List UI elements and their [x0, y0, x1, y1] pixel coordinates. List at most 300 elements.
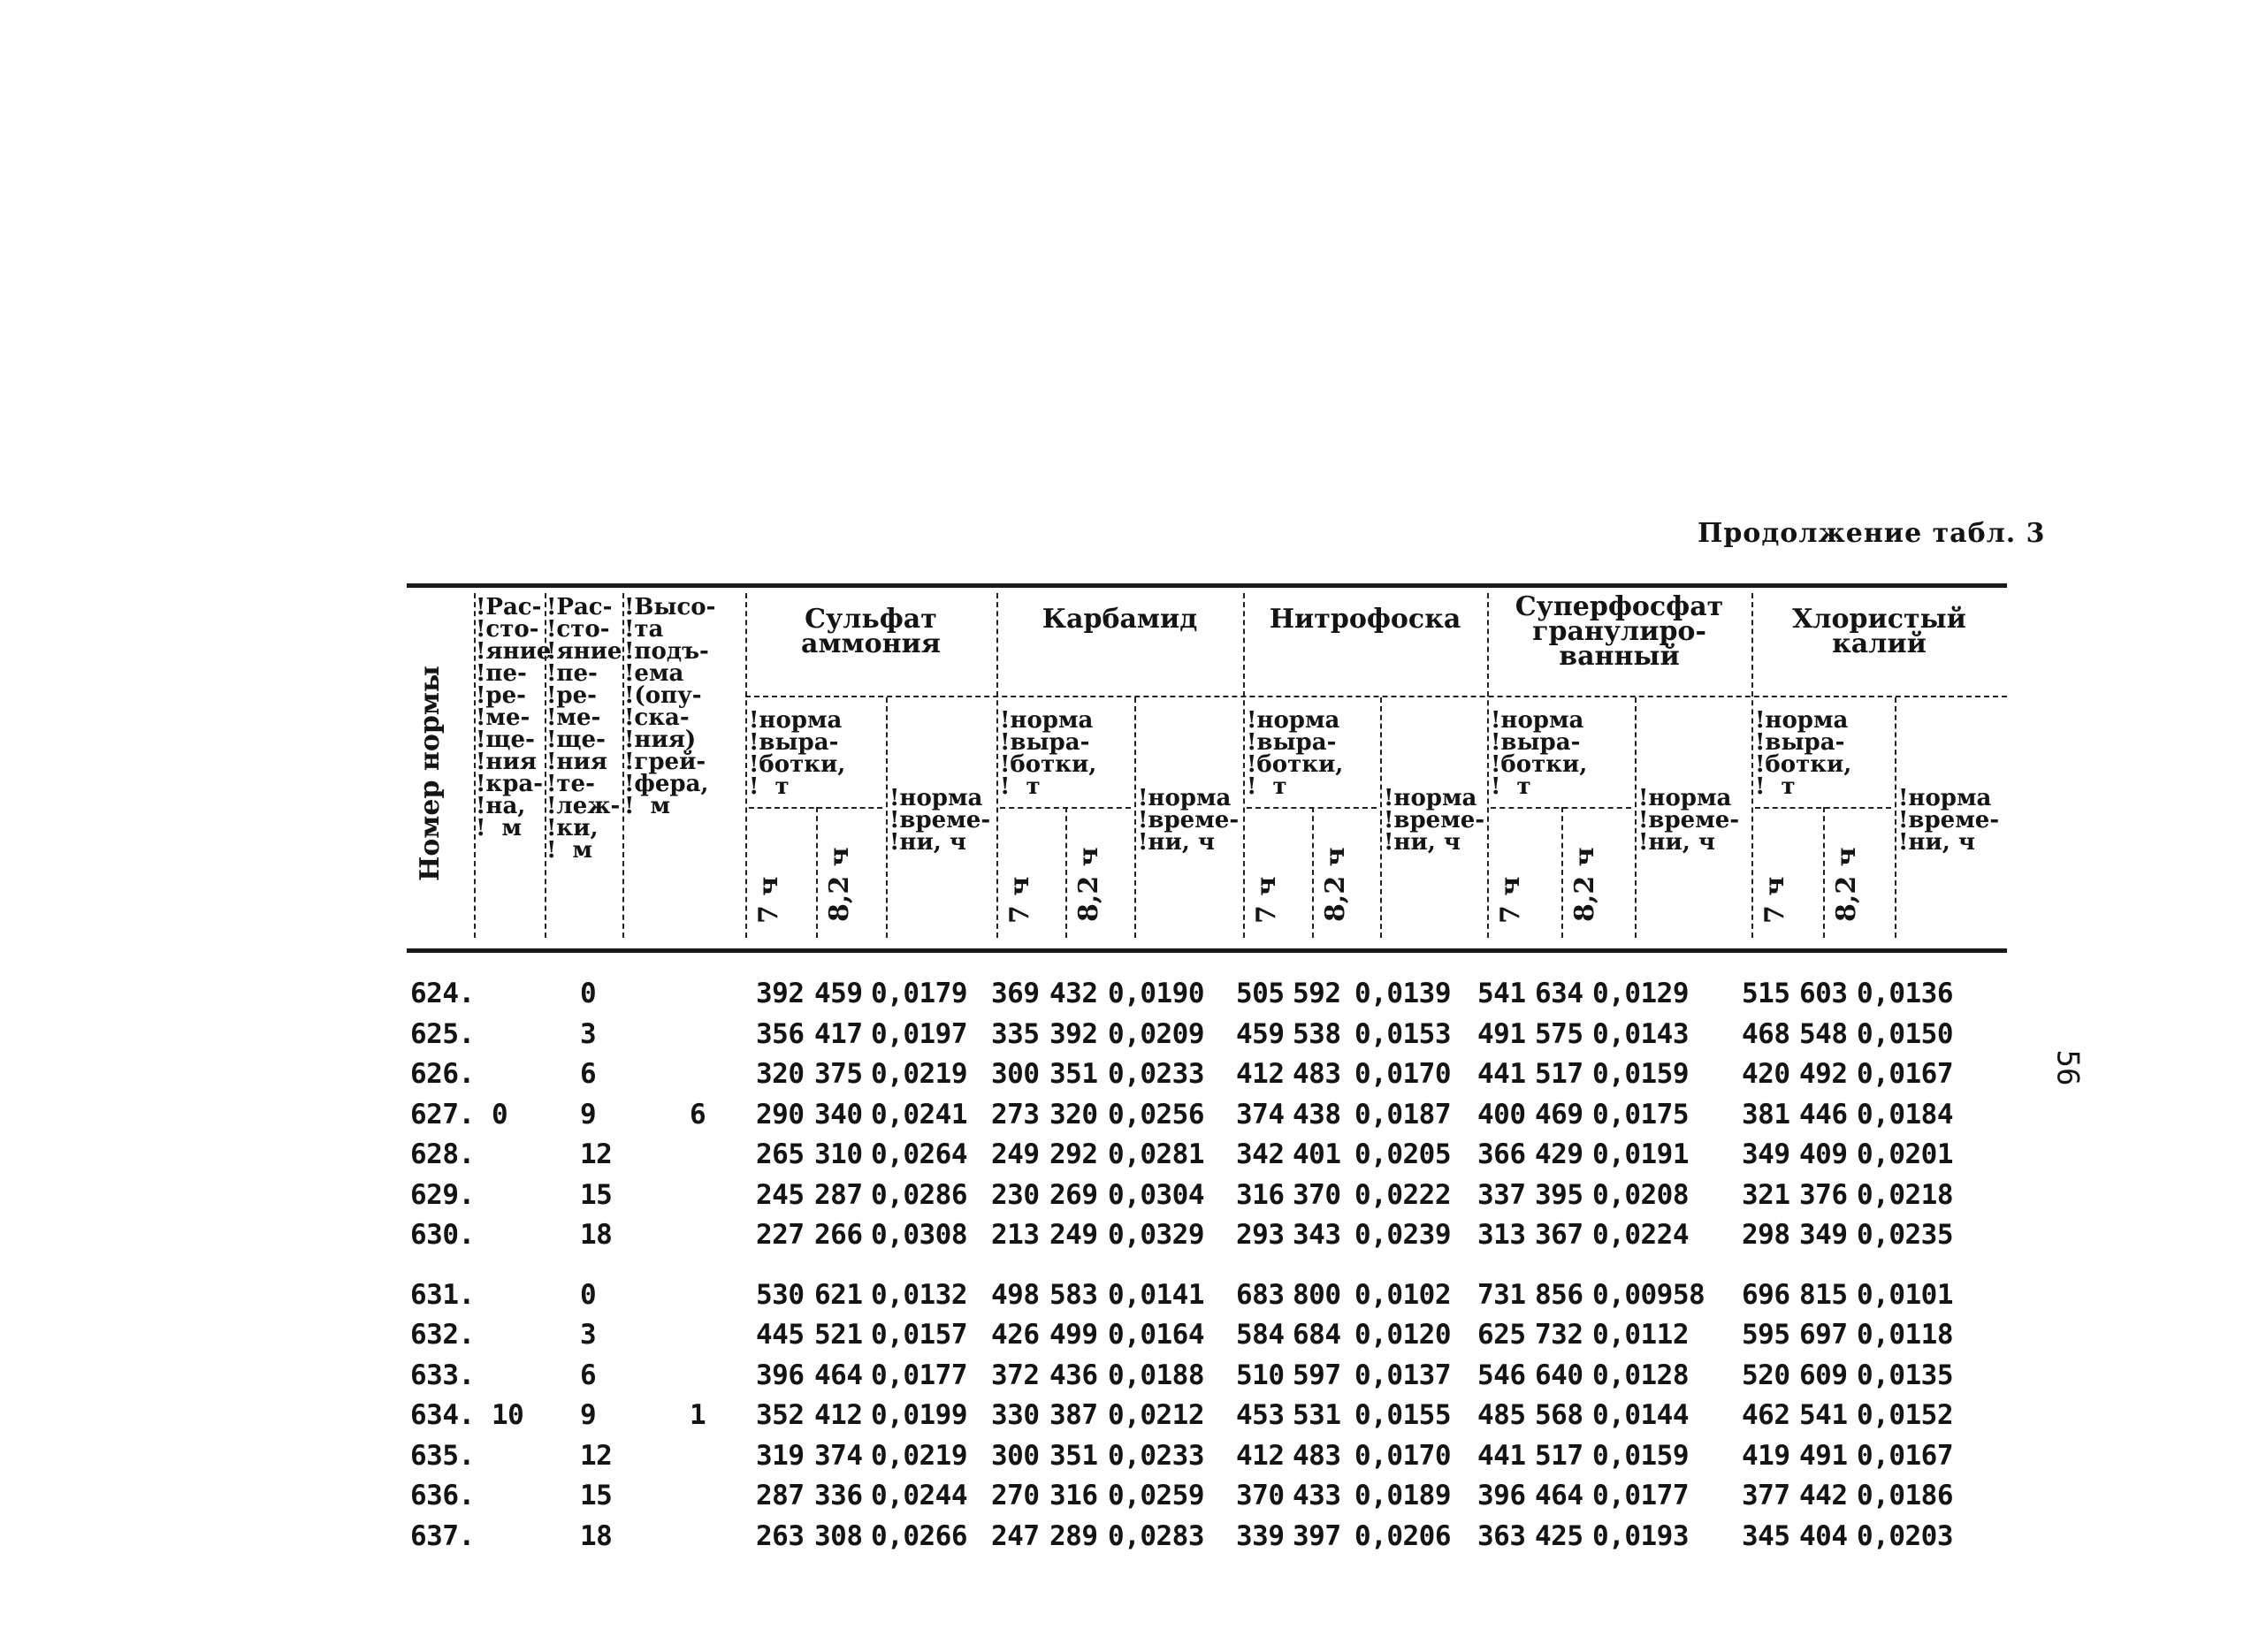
cell-value: 404 [1799, 1519, 1848, 1552]
cell-height: 1 [690, 1399, 706, 1431]
cell-number: 636. [410, 1480, 475, 1511]
cell-value: 483 [1293, 1439, 1341, 1472]
cell-value: 356 [756, 1017, 805, 1050]
cell-value: 337 [1477, 1178, 1526, 1211]
group-title-5: Хлористый калий [1792, 604, 1966, 659]
cell-value: 351 [1049, 1439, 1098, 1472]
cell-distance-cart: 6 [580, 1058, 597, 1090]
cell-value: 683 [1236, 1278, 1285, 1311]
cell-value: 0,0177 [1592, 1480, 1689, 1511]
cell-value: 0,0170 [1354, 1058, 1451, 1090]
cell-distance-cart: 9 [580, 1399, 597, 1431]
header-shift-82-1: 8,2 ч [824, 847, 855, 922]
cell-value: 583 [1049, 1278, 1098, 1311]
table-row [407, 1274, 2007, 1314]
header-shift-82-2: 8,2 ч [1073, 847, 1104, 922]
cell-value: 0,0308 [871, 1219, 967, 1251]
cell-distance-crane: 0 [492, 1098, 508, 1131]
cell-number: 626. [410, 1058, 475, 1090]
header-output-2: !норма !выра- !ботки, ! т [1000, 707, 1097, 800]
cell-value: 400 [1477, 1098, 1526, 1131]
cell-value: 0,0222 [1354, 1178, 1451, 1211]
cell-value: 485 [1477, 1399, 1526, 1431]
cell-value: 541 [1477, 978, 1526, 1009]
group-separator [996, 593, 998, 938]
cell-value: 815 [1799, 1278, 1848, 1311]
cell-value: 293 [1236, 1219, 1285, 1251]
cell-value: 438 [1293, 1098, 1341, 1131]
cell-value: 520 [1742, 1359, 1790, 1391]
cell-value: 412 [1236, 1058, 1285, 1090]
cell-distance-cart: 0 [580, 978, 597, 1009]
cell-value: 0,0144 [1592, 1399, 1689, 1431]
cell-value: 287 [814, 1178, 863, 1211]
cell-value: 290 [756, 1098, 805, 1131]
cell-value: 0,0167 [1857, 1439, 1953, 1472]
cell-value: 0,0120 [1354, 1319, 1451, 1351]
cell-value: 731 [1477, 1278, 1526, 1311]
cell-value: 345 [1742, 1519, 1790, 1552]
table-row [407, 1093, 2007, 1134]
cell-value: 377 [1742, 1480, 1790, 1511]
cell-value: 0,0150 [1857, 1017, 1953, 1050]
cell-value: 433 [1293, 1480, 1341, 1511]
subcol-separator [1134, 697, 1136, 938]
cell-value: 321 [1742, 1178, 1790, 1211]
cell-value: 0,0139 [1354, 978, 1451, 1009]
cell-value: 0,0259 [1108, 1480, 1204, 1511]
cell-value: 0,0128 [1592, 1359, 1689, 1391]
cell-value: 459 [814, 978, 863, 1009]
cell-value: 0,0170 [1354, 1439, 1451, 1472]
header-distance-cart: !Рас- !сто- !яние !пе- !ре- !ме- !ще- !ния !те- !леж- !ки, ! м [546, 594, 622, 864]
cell-value: 381 [1742, 1098, 1790, 1131]
table-row [407, 1435, 2007, 1475]
cell-value: 397 [1293, 1519, 1341, 1552]
cell-value: 517 [1535, 1439, 1583, 1472]
cell-value: 0,0143 [1592, 1017, 1689, 1050]
header-output-3: !норма !выра- !ботки, ! т [1247, 707, 1344, 800]
cell-value: 426 [991, 1319, 1040, 1351]
cell-value: 330 [991, 1399, 1040, 1431]
header-shift-7-5: 7 ч [1759, 876, 1790, 924]
cell-value: 0,0159 [1592, 1439, 1689, 1472]
cell-value: 363 [1477, 1519, 1526, 1552]
cell-number: 629. [410, 1178, 475, 1211]
cell-value: 432 [1049, 978, 1098, 1009]
cell-value: 0,0281 [1108, 1138, 1204, 1170]
cell-value: 625 [1477, 1319, 1526, 1351]
cell-value: 320 [756, 1058, 805, 1090]
cell-value: 856 [1535, 1278, 1583, 1311]
cell-value: 396 [1477, 1480, 1526, 1511]
cell-value: 300 [991, 1058, 1040, 1090]
cell-value: 392 [756, 978, 805, 1009]
cell-value: 621 [814, 1278, 863, 1311]
norms-table [407, 583, 2007, 1555]
cell-value: 446 [1799, 1098, 1848, 1131]
cell-value: 269 [1049, 1178, 1098, 1211]
group-title-1: Сульфат аммония [801, 604, 941, 659]
cell-value: 425 [1535, 1519, 1583, 1552]
cell-value: 0,0189 [1354, 1480, 1451, 1511]
cell-value: 392 [1049, 1017, 1098, 1050]
header-time-2: !норма !време- !ни, ч [1138, 785, 1240, 856]
shift-separator [1823, 807, 1825, 938]
shift-separator [1561, 807, 1563, 938]
cell-value: 517 [1535, 1058, 1583, 1090]
header-shift-7-2: 7 ч [1004, 876, 1035, 924]
cell-value: 0,0164 [1108, 1319, 1204, 1351]
cell-distance-crane: 10 [492, 1399, 524, 1431]
cell-value: 0,0212 [1108, 1399, 1204, 1431]
cell-value: 0,0167 [1857, 1058, 1953, 1090]
cell-value: 230 [991, 1178, 1040, 1211]
header-col-separator [622, 593, 624, 938]
cell-value: 249 [1049, 1219, 1098, 1251]
cell-value: 336 [814, 1480, 863, 1511]
header-distance-crane: !Рас- !сто- !яние !пе- !ре- !ме- !ще- !ния !кра- !на, ! м [476, 594, 552, 841]
subcol-separator [1895, 697, 1896, 938]
cell-value: 0,0152 [1857, 1399, 1953, 1431]
cell-value: 492 [1799, 1058, 1848, 1090]
header-shift-82-3: 8,2 ч [1320, 847, 1351, 922]
cell-value: 370 [1236, 1480, 1285, 1511]
cell-value: 499 [1049, 1319, 1098, 1351]
page-number: 56 [2049, 1049, 2086, 1086]
cell-value: 0,0190 [1108, 978, 1204, 1009]
cell-value: 515 [1742, 978, 1790, 1009]
cell-value: 595 [1742, 1319, 1790, 1351]
subcol-separator [1380, 697, 1382, 938]
cell-height: 6 [690, 1098, 706, 1131]
cell-value: 343 [1293, 1219, 1341, 1251]
cell-value: 0,0112 [1592, 1319, 1689, 1351]
cell-value: 292 [1049, 1138, 1098, 1170]
cell-value: 313 [1477, 1219, 1526, 1251]
table-row [407, 1133, 2007, 1174]
cell-value: 436 [1049, 1359, 1098, 1391]
cell-value: 0,0209 [1108, 1017, 1204, 1050]
cell-number: 624. [410, 978, 475, 1009]
cell-value: 697 [1799, 1319, 1848, 1351]
cell-value: 505 [1236, 978, 1285, 1009]
cell-value: 0,0191 [1592, 1138, 1689, 1170]
cell-value: 491 [1477, 1017, 1526, 1050]
cell-value: 0,0193 [1592, 1519, 1689, 1552]
cell-value: 464 [1535, 1480, 1583, 1511]
cell-value: 483 [1293, 1058, 1341, 1090]
cell-distance-cart: 0 [580, 1278, 597, 1311]
table-body [407, 953, 2007, 1555]
cell-value: 417 [814, 1017, 863, 1050]
table-row [407, 1214, 2007, 1254]
cell-distance-cart: 3 [580, 1319, 597, 1351]
cell-value: 0,0184 [1857, 1098, 1953, 1131]
header-time-4: !норма !време- !ни, ч [1638, 785, 1740, 856]
table-header [407, 588, 2007, 948]
cell-value: 0,0329 [1108, 1219, 1204, 1251]
cell-value: 0,0286 [871, 1178, 967, 1211]
cell-value: 0,0208 [1592, 1178, 1689, 1211]
cell-value: 0,0201 [1857, 1138, 1953, 1170]
group-title-rule [745, 696, 2007, 697]
cell-value: 213 [991, 1219, 1040, 1251]
cell-value: 0,0155 [1354, 1399, 1451, 1431]
cell-value: 0,0197 [871, 1017, 967, 1050]
table-row [407, 972, 2007, 1013]
cell-value: 412 [1236, 1439, 1285, 1472]
cell-value: 289 [1049, 1519, 1098, 1552]
cell-value: 575 [1535, 1017, 1583, 1050]
cell-distance-cart: 6 [580, 1359, 597, 1391]
group-title-2: Карбамид [1042, 604, 1198, 635]
cell-value: 0,0235 [1857, 1219, 1953, 1251]
cell-value: 349 [1742, 1138, 1790, 1170]
cell-number: 625. [410, 1017, 475, 1050]
cell-distance-cart: 3 [580, 1017, 597, 1050]
cell-value: 401 [1293, 1138, 1341, 1170]
cell-value: 369 [991, 978, 1040, 1009]
table-row [407, 1354, 2007, 1395]
cell-value: 396 [756, 1359, 805, 1391]
cell-value: 0,0283 [1108, 1519, 1204, 1552]
cell-value: 597 [1293, 1359, 1341, 1391]
subcol-separator [1635, 697, 1637, 938]
cell-value: 584 [1236, 1319, 1285, 1351]
cell-value: 342 [1236, 1138, 1285, 1170]
header-number: Номер нормы [415, 666, 446, 881]
cell-value: 0,00958 [1592, 1278, 1705, 1311]
cell-distance-cart: 9 [580, 1098, 597, 1131]
cell-value: 316 [1049, 1480, 1098, 1511]
cell-number: 634. [410, 1399, 475, 1431]
cell-value: 308 [814, 1519, 863, 1552]
cell-value: 530 [756, 1278, 805, 1311]
table-row [407, 1515, 2007, 1556]
cell-value: 0,0159 [1592, 1058, 1689, 1090]
cell-value: 800 [1293, 1278, 1341, 1311]
table-caption: Продолжение табл. 3 [1698, 518, 2046, 549]
cell-value: 374 [814, 1439, 863, 1472]
cell-value: 445 [756, 1319, 805, 1351]
table-row [407, 1313, 2007, 1354]
header-shift-82-5: 8,2 ч [1831, 847, 1862, 922]
cell-value: 0,0186 [1857, 1480, 1953, 1511]
header-shift-82-4: 8,2 ч [1569, 847, 1600, 922]
cell-number: 627. [410, 1098, 475, 1131]
cell-value: 352 [756, 1399, 805, 1431]
cell-value: 592 [1293, 978, 1341, 1009]
cell-value: 464 [814, 1359, 863, 1391]
header-time-3: !норма !време- !ни, ч [1384, 785, 1485, 856]
cell-value: 366 [1477, 1138, 1526, 1170]
cell-value: 510 [1236, 1359, 1285, 1391]
cell-value: 419 [1742, 1439, 1790, 1472]
cell-value: 420 [1742, 1058, 1790, 1090]
table-row [407, 1053, 2007, 1093]
cell-value: 538 [1293, 1017, 1341, 1050]
cell-value: 349 [1799, 1219, 1848, 1251]
cell-value: 696 [1742, 1278, 1790, 1311]
header-height: !Высо- !та !подъ- !ема !(опу- !ска- !ния) !грей- !фера, ! м [624, 594, 716, 819]
cell-value: 316 [1236, 1178, 1285, 1211]
cell-value: 335 [991, 1017, 1040, 1050]
cell-value: 498 [991, 1278, 1040, 1311]
cell-value: 245 [756, 1178, 805, 1211]
cell-value: 395 [1535, 1178, 1583, 1211]
cell-value: 568 [1535, 1399, 1583, 1431]
cell-value: 541 [1799, 1399, 1848, 1431]
table-row [407, 1013, 2007, 1054]
header-time-1: !норма !време- !ни, ч [889, 785, 991, 856]
cell-value: 0,0101 [1857, 1278, 1953, 1311]
shift-separator [1065, 807, 1067, 938]
cell-value: 442 [1799, 1480, 1848, 1511]
cell-value: 0,0224 [1592, 1219, 1689, 1251]
cell-value: 339 [1236, 1519, 1285, 1552]
cell-value: 0,0233 [1108, 1058, 1204, 1090]
cell-value: 0,0132 [871, 1278, 967, 1311]
header-output-4: !норма !выра- !ботки, ! т [1491, 707, 1588, 800]
group-title-4: Суперфосфат гранулиро- ванный [1515, 591, 1724, 672]
cell-distance-cart: 12 [580, 1138, 613, 1170]
cell-value: 640 [1535, 1359, 1583, 1391]
cell-value: 0,0175 [1592, 1098, 1689, 1131]
cell-value: 273 [991, 1098, 1040, 1131]
subcol-separator [886, 697, 888, 938]
cell-value: 0,0177 [871, 1359, 967, 1391]
cell-value: 453 [1236, 1399, 1285, 1431]
cell-value: 319 [756, 1439, 805, 1472]
cell-number: 628. [410, 1138, 475, 1170]
cell-value: 298 [1742, 1219, 1790, 1251]
cell-value: 372 [991, 1359, 1040, 1391]
cell-value: 351 [1049, 1058, 1098, 1090]
cell-value: 300 [991, 1439, 1040, 1472]
cell-value: 0,0179 [871, 978, 967, 1009]
cell-value: 531 [1293, 1399, 1341, 1431]
cell-value: 287 [756, 1480, 805, 1511]
cell-value: 340 [814, 1098, 863, 1131]
cell-value: 0,0244 [871, 1480, 967, 1511]
cell-value: 376 [1799, 1178, 1848, 1211]
cell-value: 0,0219 [871, 1439, 967, 1472]
cell-value: 409 [1799, 1138, 1848, 1170]
cell-number: 637. [410, 1519, 475, 1552]
cell-value: 732 [1535, 1319, 1583, 1351]
header-col-separator [474, 593, 476, 938]
cell-value: 459 [1236, 1017, 1285, 1050]
cell-value: 0,0135 [1857, 1359, 1953, 1391]
shift-separator [816, 807, 818, 938]
cell-value: 0,0241 [871, 1098, 967, 1131]
cell-value: 0,0256 [1108, 1098, 1204, 1131]
cell-value: 634 [1535, 978, 1583, 1009]
group-title-3: Нитрофоска [1269, 604, 1461, 635]
cell-value: 546 [1477, 1359, 1526, 1391]
cell-distance-cart: 18 [580, 1519, 613, 1552]
cell-value: 0,0187 [1354, 1098, 1451, 1131]
header-shift-7-3: 7 ч [1251, 876, 1282, 924]
cell-value: 0,0136 [1857, 978, 1953, 1009]
cell-value: 310 [814, 1138, 863, 1170]
cell-value: 0,0141 [1108, 1278, 1204, 1311]
cell-value: 270 [991, 1480, 1040, 1511]
cell-value: 375 [814, 1058, 863, 1090]
cell-value: 603 [1799, 978, 1848, 1009]
table-row [407, 1474, 2007, 1515]
header-time-5: !норма !време- !ни, ч [1898, 785, 2000, 856]
cell-value: 462 [1742, 1399, 1790, 1431]
cell-number: 632. [410, 1319, 475, 1351]
cell-value: 609 [1799, 1359, 1848, 1391]
group-separator [1243, 593, 1245, 938]
cell-number: 631. [410, 1278, 475, 1311]
table-row [407, 1394, 2007, 1435]
cell-value: 374 [1236, 1098, 1285, 1131]
cell-value: 469 [1535, 1098, 1583, 1131]
cell-value: 247 [991, 1519, 1040, 1552]
cell-value: 0,0264 [871, 1138, 967, 1170]
header-col-separator [545, 593, 546, 938]
cell-distance-cart: 15 [580, 1480, 613, 1511]
cell-value: 0,0218 [1857, 1178, 1953, 1211]
cell-value: 263 [756, 1519, 805, 1552]
cell-value: 548 [1799, 1017, 1848, 1050]
cell-value: 412 [814, 1399, 863, 1431]
cell-value: 684 [1293, 1319, 1341, 1351]
header-shift-7-1: 7 ч [753, 876, 784, 924]
cell-value: 0,0199 [871, 1399, 967, 1431]
cell-value: 0,0203 [1857, 1519, 1953, 1552]
cell-value: 0,0137 [1354, 1359, 1451, 1391]
block-gap [407, 1254, 2007, 1274]
cell-value: 0,0153 [1354, 1017, 1451, 1050]
cell-value: 227 [756, 1219, 805, 1251]
cell-value: 0,0102 [1354, 1278, 1451, 1311]
cell-value: 265 [756, 1138, 805, 1170]
cell-value: 0,0129 [1592, 978, 1689, 1009]
cell-number: 633. [410, 1359, 475, 1391]
cell-value: 370 [1293, 1178, 1341, 1211]
cell-number: 630. [410, 1219, 475, 1251]
cell-value: 367 [1535, 1219, 1583, 1251]
cell-value: 320 [1049, 1098, 1098, 1131]
cell-value: 0,0266 [871, 1519, 967, 1552]
cell-value: 0,0206 [1354, 1519, 1451, 1552]
cell-value: 0,0205 [1354, 1138, 1451, 1170]
cell-value: 266 [814, 1219, 863, 1251]
cell-value: 521 [814, 1319, 863, 1351]
cell-value: 468 [1742, 1017, 1790, 1050]
cell-distance-cart: 12 [580, 1439, 613, 1472]
cell-value: 491 [1799, 1439, 1848, 1472]
cell-number: 635. [410, 1439, 475, 1472]
cell-value: 0,0233 [1108, 1439, 1204, 1472]
shift-separator [1312, 807, 1314, 938]
header-output-1: !норма !выра- !ботки, ! т [749, 707, 846, 800]
table-row [407, 1174, 2007, 1214]
cell-value: 0,0239 [1354, 1219, 1451, 1251]
cell-value: 429 [1535, 1138, 1583, 1170]
cell-distance-cart: 15 [580, 1178, 613, 1211]
cell-value: 0,0219 [871, 1058, 967, 1090]
cell-value: 249 [991, 1138, 1040, 1170]
cell-value: 0,0157 [871, 1319, 967, 1351]
cell-distance-cart: 18 [580, 1219, 613, 1251]
cell-value: 0,0188 [1108, 1359, 1204, 1391]
